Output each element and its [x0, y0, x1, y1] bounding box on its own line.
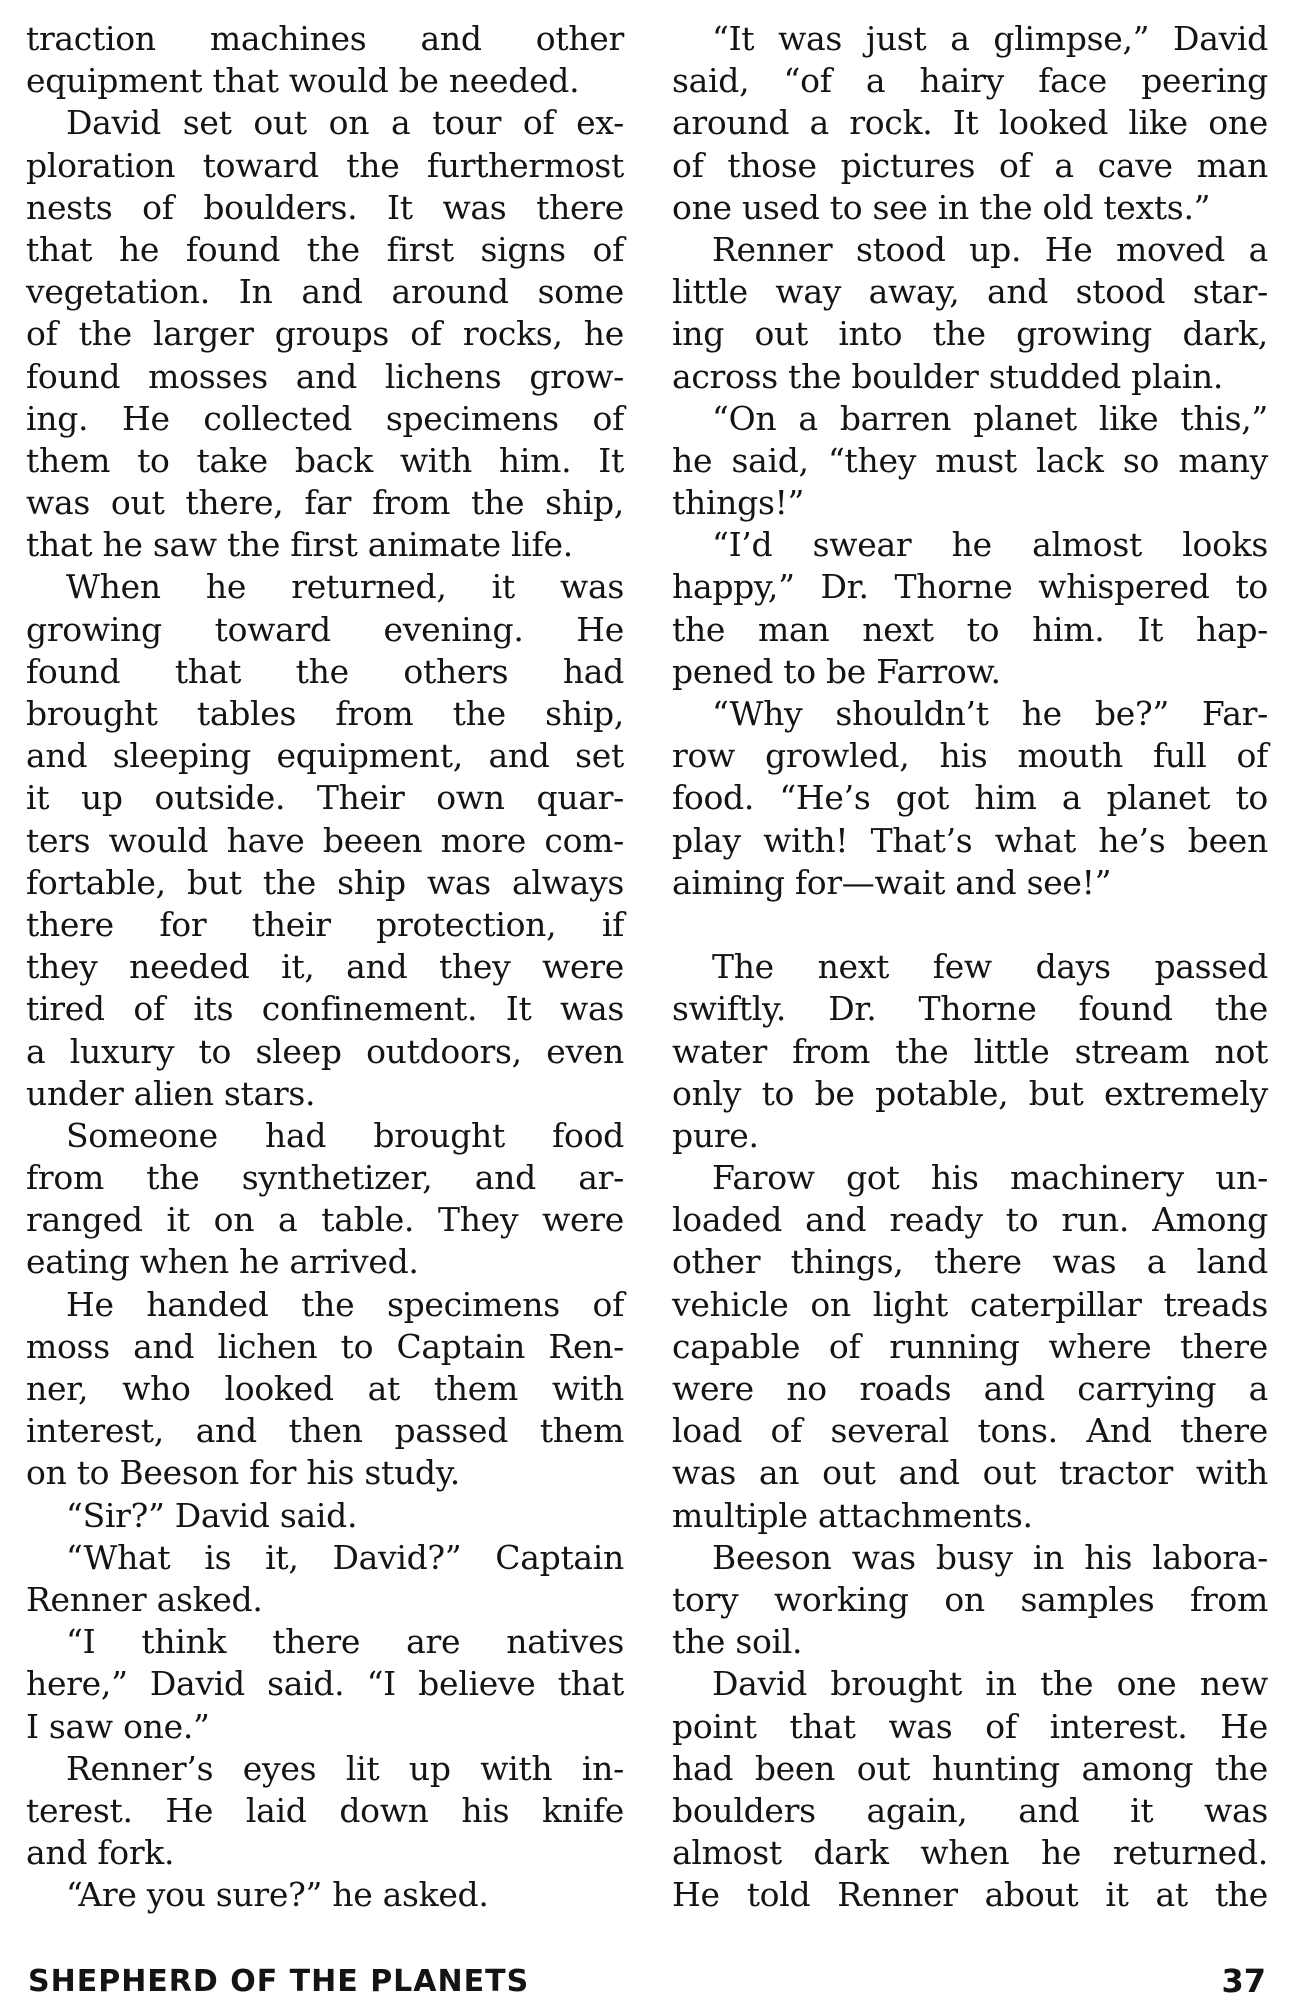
- text-line: loaded and ready to run. Among: [672, 1200, 1268, 1240]
- text-line: aiming for—wait and see!”: [672, 862, 1112, 902]
- text-line: ters would have beeen more com-: [26, 820, 624, 860]
- text-line: there for their protection, if: [26, 904, 624, 944]
- running-footer-title: SHEPHERD OF THE PLANETS: [28, 1964, 530, 1999]
- text-line: they needed it, and they were: [26, 947, 624, 987]
- text-line: boulders again, and it was: [672, 1790, 1268, 1830]
- text-line: “Why shouldn’t he be?” Far-: [712, 694, 1268, 733]
- text-line: he said, “they must lack so many: [672, 440, 1268, 480]
- text-line: “Are you sure?” he asked.: [66, 1875, 489, 1915]
- text-line: them to take back with him. It: [26, 440, 624, 480]
- text-line: play with! That’s what he’s been: [672, 820, 1268, 860]
- text-line: He told Renner about it at the: [672, 1875, 1268, 1915]
- text-line: fortable, but the ship was always: [26, 862, 624, 902]
- text-line: equipment that would be needed.: [26, 61, 580, 101]
- text-line: swiftly. Dr. Thorne found the: [672, 989, 1268, 1029]
- text-line: one used to see in the old texts.”: [672, 187, 1211, 227]
- text-line: was out there, far from the ship,: [26, 483, 624, 523]
- text-line: multiple attachments.: [672, 1495, 1033, 1535]
- text-line: said, “of a hairy face peering: [672, 61, 1268, 101]
- page-number: 37: [1221, 1962, 1266, 2000]
- text-line: Farow got his machinery un-: [712, 1158, 1268, 1198]
- text-line: it up outside. Their own quar-: [26, 778, 624, 818]
- text-line: other things, there was a land: [672, 1242, 1268, 1282]
- text-line: row growled, his mouth full of: [672, 736, 1268, 776]
- text-line: and sleeping equipment, and set: [26, 736, 624, 776]
- text-line: the soil.: [672, 1622, 803, 1662]
- text-line: capable of running where there: [672, 1326, 1268, 1366]
- text-line: of the larger groups of rocks, he: [26, 314, 624, 354]
- text-line: found that the others had: [26, 651, 624, 691]
- text-line: The next few days passed: [712, 947, 1268, 987]
- text-line: David set out on a tour of ex-: [66, 103, 624, 143]
- paragraph-spacer: [672, 904, 1268, 946]
- text-line: Beeson was busy in his labora-: [712, 1537, 1268, 1577]
- text-line: the man next to him. It hap-: [672, 609, 1268, 649]
- text-line: vegetation. In and around some: [26, 272, 624, 312]
- left-text-column: [26, 18, 624, 1916]
- text-line: growing toward evening. He: [26, 609, 624, 649]
- text-line: that he saw the first animate life.: [26, 525, 573, 565]
- text-line: point that was of interest. He: [672, 1706, 1268, 1746]
- text-line: almost dark when he returned.: [672, 1833, 1268, 1873]
- text-line: traction machines and other: [26, 19, 624, 58]
- text-line: Renner stood up. He moved a: [712, 229, 1268, 269]
- text-line: under alien stars.: [26, 1073, 316, 1113]
- text-line: ing out into the growing dark,: [672, 314, 1268, 354]
- text-line: vehicle on light caterpillar treads: [672, 1284, 1268, 1324]
- text-line: ner, who looked at them with: [26, 1369, 624, 1408]
- text-line: were no roads and carrying a: [672, 1369, 1268, 1408]
- text-line: Renner asked.: [26, 1579, 263, 1619]
- text-line: water from the little stream not: [672, 1031, 1268, 1071]
- text-line: “I think there are natives: [66, 1622, 624, 1662]
- text-line: had been out hunting among the: [672, 1748, 1268, 1788]
- right-text-column: [672, 18, 1268, 1916]
- text-line: food. “He’s got him a planet to: [672, 778, 1268, 818]
- text-line: from the synthetizer, and ar-: [26, 1158, 624, 1198]
- text-line: around a rock. It looked like one: [672, 103, 1268, 143]
- text-line: interest, and then passed them: [26, 1411, 624, 1451]
- text-line: a luxury to sleep outdoors, even: [26, 1031, 624, 1071]
- text-line: moss and lichen to Captain Ren-: [26, 1326, 624, 1366]
- text-line: ranged it on a table. They were: [26, 1200, 624, 1240]
- text-line: brought tables from the ship,: [26, 694, 624, 733]
- text-line: was an out and out tractor with: [672, 1453, 1268, 1493]
- text-line: When he returned, it was: [66, 567, 624, 607]
- text-line: on to Beeson for his study.: [26, 1453, 460, 1493]
- text-line: here,” David said. “I believe that: [26, 1664, 624, 1704]
- text-line: pure.: [672, 1115, 759, 1155]
- text-line: He handed the specimens of: [66, 1284, 624, 1324]
- text-line: pened to be Farrow.: [672, 651, 1001, 691]
- text-line: “On a barren planet like this,”: [712, 398, 1268, 438]
- text-line: little way away, and stood star-: [672, 272, 1268, 312]
- text-line: “Sir?” David said.: [66, 1495, 358, 1535]
- text-line: “What is it, David?” Captain: [66, 1537, 624, 1577]
- text-line: Someone had brought food: [66, 1115, 624, 1155]
- text-line: found mosses and lichens grow-: [26, 356, 624, 396]
- text-line: across the boulder studded plain.: [672, 356, 1224, 396]
- text-line: Renner’s eyes lit up with in-: [66, 1748, 624, 1788]
- text-line: “It was just a glimpse,” David: [712, 19, 1268, 58]
- text-line: ploration toward the furthermost: [26, 145, 624, 185]
- text-line: and fork.: [26, 1833, 175, 1873]
- text-line: that he found the first signs of: [26, 229, 624, 269]
- text-line: tired of its confinement. It was: [26, 989, 624, 1029]
- text-line: tory working on samples from: [672, 1579, 1268, 1619]
- text-line: things!”: [672, 483, 805, 523]
- text-line: happy,” Dr. Thorne whispered to: [672, 567, 1268, 607]
- text-line: David brought in the one new: [712, 1664, 1268, 1704]
- text-line: “I’d swear he almost looks: [712, 525, 1268, 565]
- text-line: load of several tons. And there: [672, 1411, 1268, 1451]
- text-line: eating when he arrived.: [26, 1242, 419, 1282]
- text-line: of those pictures of a cave man: [672, 145, 1268, 185]
- text-line: only to be potable, but extremely: [672, 1073, 1268, 1113]
- text-line: ing. He collected specimens of: [26, 398, 624, 438]
- text-line: terest. He laid down his knife: [26, 1790, 624, 1830]
- text-line: I saw one.”: [26, 1706, 210, 1746]
- text-line: nests of boulders. It was there: [26, 187, 624, 227]
